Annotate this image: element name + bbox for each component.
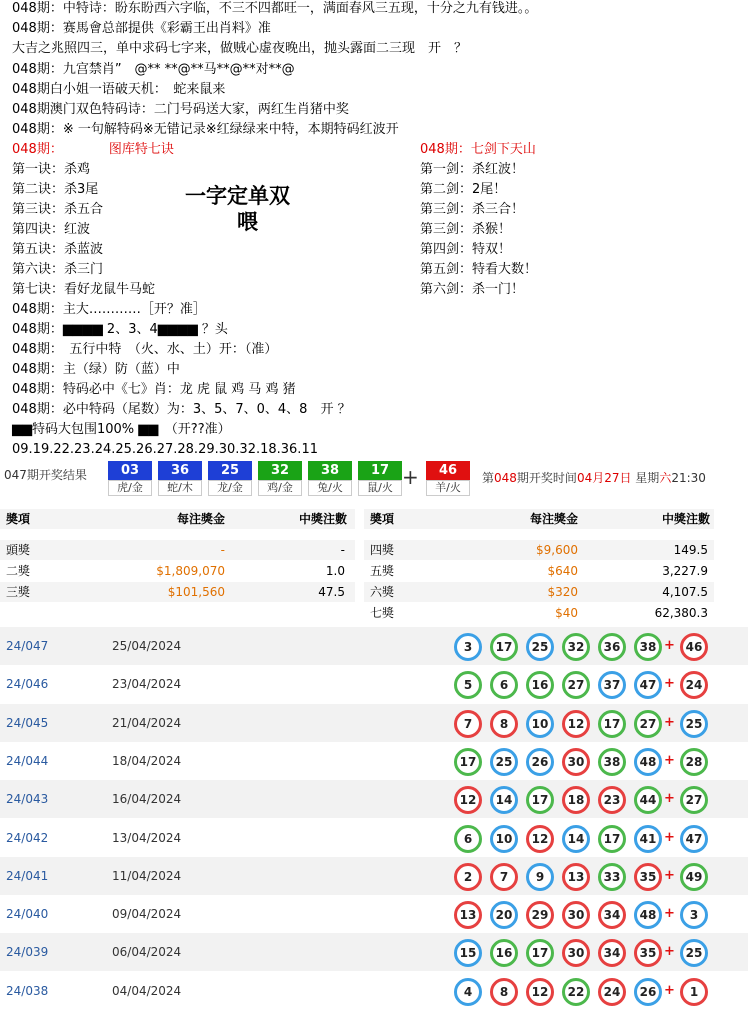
prize-row xyxy=(0,561,355,582)
special-ball: 27 xyxy=(680,786,708,814)
number-ball: 10 xyxy=(490,825,518,853)
prize-header xyxy=(0,509,355,530)
number-ball: 6 xyxy=(454,825,482,853)
ball-zodiac: 兔/火 xyxy=(308,480,352,496)
special-ball: 25 xyxy=(680,710,708,738)
number-ball: 13 xyxy=(562,863,590,891)
prize-name: 六獎 xyxy=(370,585,395,599)
period-link[interactable]: 24/039 xyxy=(6,945,49,960)
prize-count: 47.5 xyxy=(318,585,345,599)
number-ball: 6 xyxy=(490,671,518,699)
number-ball: 18 xyxy=(562,786,590,814)
info-line-8: 048期：主大…………［开？准］ xyxy=(12,302,206,317)
left-col-item: 第五诀：杀蓝波 xyxy=(12,242,104,257)
poem-line-1: 048期：中特诗：盼东盼西六字临，不三不四都旺一，满面春风三五现，十分之九有钱进。。 xyxy=(12,1,538,16)
number-ball: 22 xyxy=(562,978,590,1006)
prize-amount: $40 xyxy=(555,606,578,620)
big-text-1: 一字定单双 xyxy=(185,183,290,208)
number-ball: 38 xyxy=(634,633,662,661)
number-ball: 3 xyxy=(454,633,482,661)
prize-row xyxy=(0,582,355,603)
ball-zodiac: 虎/金 xyxy=(108,480,152,496)
ball-number: 38 xyxy=(320,463,340,478)
history-row[interactable] xyxy=(0,972,748,1010)
prize-name: 七獎 xyxy=(370,606,395,620)
draw-date: 11/04/2024 xyxy=(112,868,182,883)
period-link[interactable]: 24/040 xyxy=(6,907,49,922)
draw-date: 06/04/2024 xyxy=(112,945,182,960)
prize-name: 五獎 xyxy=(370,564,395,578)
prize-count: 1.0 xyxy=(325,564,345,578)
prize-amount: - xyxy=(220,543,225,557)
result-ball-special xyxy=(426,461,470,495)
ball-number: 32 xyxy=(270,463,290,478)
number-ball: 35 xyxy=(634,863,662,891)
result-label: 047期开奖结果 xyxy=(4,468,87,482)
prize-row xyxy=(364,561,714,582)
special-ball: 49 xyxy=(680,863,708,891)
info-line-9: 048期：▆▆▆▆ 2、3、4▆▆▆▆ ？头 xyxy=(12,322,228,337)
result-ball xyxy=(358,461,402,495)
prize-row xyxy=(364,582,714,603)
number-ball: 4 xyxy=(454,978,482,1006)
info-line-14: ▆▆特码大包围100% ▆▆ （开??准） xyxy=(12,422,231,437)
left-col-item: 第三诀：杀五合 xyxy=(12,202,104,217)
history-row[interactable] xyxy=(0,627,748,665)
header-cell: 奬項 xyxy=(6,512,31,526)
number-ball: 12 xyxy=(562,710,590,738)
ball-number: 46 xyxy=(438,463,458,478)
number-ball: 34 xyxy=(598,901,626,929)
history-row[interactable] xyxy=(0,895,748,933)
number-ball: 30 xyxy=(562,939,590,967)
number-ball: 16 xyxy=(490,939,518,967)
right-col-item: 第一剑：杀红波！ xyxy=(420,162,525,177)
prize-row xyxy=(364,540,714,561)
info-line-6: 048期澳门双色特码诗：二门号码送大家，两红生肖猪中奖 xyxy=(12,102,349,117)
prize-table-right xyxy=(364,509,714,624)
period-link[interactable]: 24/038 xyxy=(6,983,49,998)
prize-amount: $1,809,070 xyxy=(156,564,225,578)
special-ball: 25 xyxy=(680,939,708,967)
draw-date: 16/04/2024 xyxy=(112,792,182,807)
prize-count: 62,380.3 xyxy=(654,606,708,620)
period-link[interactable]: 24/045 xyxy=(6,715,49,730)
special-ball: 1 xyxy=(680,978,708,1006)
prize-row xyxy=(0,540,355,561)
result-ball xyxy=(158,461,202,495)
plus-sign: + xyxy=(664,676,675,692)
number-ball: 41 xyxy=(634,825,662,853)
prize-table-left xyxy=(0,509,355,603)
number-ball: 33 xyxy=(598,863,626,891)
number-ball: 12 xyxy=(526,825,554,853)
number-ball: 23 xyxy=(598,786,626,814)
number-ball: 44 xyxy=(634,786,662,814)
info-line-11: 048期：主（绿）防（蓝）中 xyxy=(12,362,180,377)
number-ball: 27 xyxy=(634,710,662,738)
period-link[interactable]: 24/044 xyxy=(6,753,49,768)
left-col-item: 第六诀：杀三门 xyxy=(12,262,104,277)
ball-number: 17 xyxy=(370,463,390,478)
ball-zodiac: 鼠/火 xyxy=(358,480,402,496)
draw-period: 048 xyxy=(494,471,517,485)
period-link[interactable]: 24/042 xyxy=(6,830,49,845)
prize-row xyxy=(364,603,714,624)
number-ball: 17 xyxy=(526,786,554,814)
number-ball: 17 xyxy=(526,939,554,967)
number-ball: 27 xyxy=(562,671,590,699)
prize-count: 149.5 xyxy=(673,543,708,557)
info-line-4: 048期：九宫禁肖” @** **@**马**@**对**@ xyxy=(12,62,295,77)
left-col-item: 第二诀：杀3尾 xyxy=(12,182,99,197)
prize-count: 3,227.9 xyxy=(662,564,708,578)
ball-zodiac: 羊/火 xyxy=(426,480,470,496)
number-ball: 13 xyxy=(454,901,482,929)
header-cell: 中獎注數 xyxy=(661,512,710,526)
number-ball: 29 xyxy=(526,901,554,929)
number-ball: 2 xyxy=(454,863,482,891)
number-ball: 48 xyxy=(634,748,662,776)
draw-day: 六 xyxy=(659,471,672,485)
prize-name: 二獎 xyxy=(6,564,31,578)
draw-info-text: 星期 xyxy=(631,471,660,485)
number-ball: 37 xyxy=(598,671,626,699)
number-ball: 16 xyxy=(526,671,554,699)
number-ball: 34 xyxy=(598,939,626,967)
info-line-12: 048期：特码必中《七》肖：龙 虎 鼠 鸡 马 鸡 猪 xyxy=(12,382,296,397)
number-ball: 38 xyxy=(598,748,626,776)
prize-header xyxy=(364,509,714,530)
draw-date: 25/04/2024 xyxy=(112,639,182,653)
left-col-item: 第一诀：杀鸡 xyxy=(12,162,91,177)
right-col-item: 第五剑：特看大数！ xyxy=(420,262,538,277)
plus-sign: + xyxy=(664,829,675,845)
big-text-2: 喂 xyxy=(237,209,258,234)
prize-name: 頭獎 xyxy=(6,543,31,557)
draw-date: 09/04/2024 xyxy=(112,907,182,922)
ball-number: 25 xyxy=(220,463,240,478)
plus-sign: + xyxy=(664,982,675,998)
number-ball: 14 xyxy=(562,825,590,853)
special-ball: 24 xyxy=(680,671,708,699)
number-ball: 12 xyxy=(526,978,554,1006)
number-ball: 14 xyxy=(490,786,518,814)
info-line-3: 大吉之兆照四三，单中求码七字来，做贼心虚夜晚出，抛头露面二三现 开 ？ xyxy=(12,41,468,56)
left-col-item: 第七诀：看好龙鼠牛马蛇 xyxy=(12,282,156,297)
number-ball: 15 xyxy=(454,939,482,967)
prize-amount: $9,600 xyxy=(536,543,578,557)
history-row[interactable] xyxy=(0,933,748,971)
number-ball: 26 xyxy=(526,748,554,776)
ball-number: 03 xyxy=(120,463,140,478)
special-ball: 47 xyxy=(680,825,708,853)
draw-date: 21/04/2024 xyxy=(112,715,182,730)
draw-date: 04/04/2024 xyxy=(112,983,182,998)
prize-name: 四獎 xyxy=(370,543,395,557)
draw-date: 13/04/2024 xyxy=(112,830,182,845)
number-ball: 47 xyxy=(634,671,662,699)
plus-sign: + xyxy=(402,465,419,489)
number-ball: 25 xyxy=(526,633,554,661)
number-ball: 48 xyxy=(634,901,662,929)
prize-count: - xyxy=(340,543,345,557)
draw-date: 23/04/2024 xyxy=(112,677,182,692)
history-row[interactable] xyxy=(0,857,748,895)
right-col-item: 第三剑：杀三合！ xyxy=(420,202,525,217)
ball-zodiac: 蛇/木 xyxy=(158,480,202,496)
left-col-title xyxy=(12,141,174,159)
number-list: 09.19.22.23.24.25.26.27.28.29.30.32.18.36.11 xyxy=(12,442,318,457)
info-line-10: 048期： 五行中特 （火、水、土）开：（准） xyxy=(12,342,278,357)
number-ball: 17 xyxy=(454,748,482,776)
period-link[interactable]: 24/041 xyxy=(6,868,49,883)
history-row[interactable] xyxy=(0,780,748,818)
number-ball: 24 xyxy=(598,978,626,1006)
plus-sign: + xyxy=(664,638,675,653)
info-line-7: 048期：※ 一句解特码※无错记录※红绿绿来中特，本期特码红波开 xyxy=(12,122,399,137)
next-draw-info xyxy=(482,469,706,486)
right-col-item: 第四剑：特双！ xyxy=(420,242,512,257)
number-ball: 17 xyxy=(490,633,518,661)
history-row[interactable] xyxy=(0,704,748,742)
number-ball: 20 xyxy=(490,901,518,929)
plus-sign: + xyxy=(664,906,675,922)
result-ball xyxy=(258,461,302,495)
number-ball: 12 xyxy=(454,786,482,814)
right-col-item: 第三剑：杀猴！ xyxy=(420,222,512,237)
ball-number: 36 xyxy=(170,463,190,478)
info-line-13: 048期：必中特码（尾数）为：3、5、7、0、4、8 开 ？ xyxy=(12,402,351,417)
prize-name: 三獎 xyxy=(6,585,31,599)
number-ball: 36 xyxy=(598,633,626,661)
number-ball: 9 xyxy=(526,863,554,891)
draw-info-text: 第 xyxy=(482,471,495,485)
header-cell: 中獎注數 xyxy=(298,512,347,526)
left-col-item: 第四诀：红波 xyxy=(12,222,91,237)
number-ball: 7 xyxy=(490,863,518,891)
plus-sign: + xyxy=(664,944,675,960)
right-col-item: 第六剑：杀一门！ xyxy=(420,282,525,297)
number-ball: 30 xyxy=(562,748,590,776)
number-ball: 30 xyxy=(562,901,590,929)
plus-sign: + xyxy=(664,867,675,883)
number-ball: 35 xyxy=(634,939,662,967)
special-ball: 46 xyxy=(680,633,708,661)
prize-amount: $640 xyxy=(547,564,578,578)
info-line-5: 048期白小姐一语破天机： 蛇来鼠来 xyxy=(12,82,226,97)
prize-amount: $101,560 xyxy=(167,585,225,599)
special-ball: 3 xyxy=(680,901,708,929)
prize-amount: $320 xyxy=(547,585,578,599)
plus-sign: + xyxy=(664,752,675,768)
plus-sign: + xyxy=(664,791,675,807)
right-col-title: 048期：七剑下天山 xyxy=(420,142,536,157)
period-link[interactable]: 24/046 xyxy=(6,677,49,692)
number-ball: 25 xyxy=(490,748,518,776)
number-ball: 7 xyxy=(454,710,482,738)
header-cell: 奬項 xyxy=(370,512,395,526)
history-row[interactable] xyxy=(0,819,748,857)
plus-sign: + xyxy=(664,714,675,730)
header-cell: 每注獎金 xyxy=(176,512,225,526)
period-link[interactable]: 24/047 xyxy=(6,639,49,653)
history-row[interactable] xyxy=(0,665,748,703)
number-ball: 26 xyxy=(634,978,662,1006)
result-ball xyxy=(108,461,152,495)
prize-count: 4,107.5 xyxy=(662,585,708,599)
result-ball xyxy=(208,461,252,495)
special-ball: 28 xyxy=(680,748,708,776)
left-col-prefix: 048期： xyxy=(12,142,63,157)
result-ball xyxy=(308,461,352,495)
number-ball: 17 xyxy=(598,825,626,853)
draw-date: 18/04/2024 xyxy=(112,753,182,768)
ball-zodiac: 鸡/金 xyxy=(258,480,302,496)
history-row[interactable] xyxy=(0,742,748,780)
draw-time: 21:30 xyxy=(671,471,706,485)
period-link[interactable]: 24/043 xyxy=(6,792,49,807)
right-col-item: 第二剑：2尾！ xyxy=(420,182,507,197)
number-ball: 8 xyxy=(490,978,518,1006)
draw-info-text: 期开奖时间 xyxy=(516,471,577,485)
info-line-2: 048期：赛馬會总部提供《彩霸王出肖料》准 xyxy=(12,21,271,36)
header-cell: 每注獎金 xyxy=(529,512,578,526)
number-ball: 5 xyxy=(454,671,482,699)
number-ball: 32 xyxy=(562,633,590,661)
number-ball: 8 xyxy=(490,710,518,738)
ball-zodiac: 龙/金 xyxy=(208,480,252,496)
draw-date: 04月27日 xyxy=(576,471,632,485)
number-ball: 17 xyxy=(598,710,626,738)
left-col-title-text: 图库特七诀 xyxy=(108,142,174,157)
number-ball: 10 xyxy=(526,710,554,738)
